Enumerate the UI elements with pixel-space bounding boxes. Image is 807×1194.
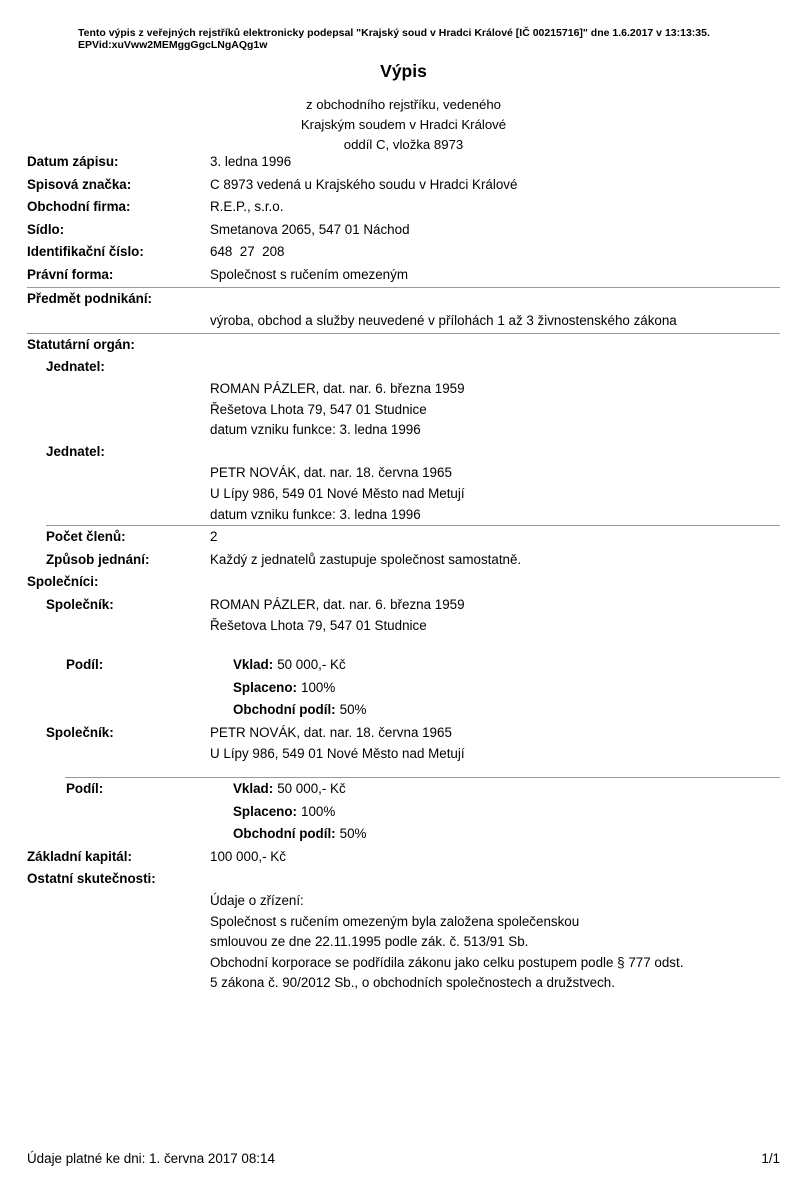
indent-spacer bbox=[27, 484, 210, 505]
disclaimer-line-2: EPVid:xuVww2MEMggGgcLNgAQg1w bbox=[78, 39, 268, 51]
field-value: C 8973 vedená u Krajského soudu v Hradci Králové bbox=[210, 176, 518, 192]
page-footer bbox=[27, 1150, 780, 1168]
field-value: Smetanova 2065, 547 01 Náchod bbox=[210, 221, 410, 237]
subtitle-line-1: z obchodního rejstříku, vedeného bbox=[305, 97, 501, 112]
field-label: Spisová značka: bbox=[27, 176, 132, 192]
row-ostatni-line-1 bbox=[27, 891, 780, 912]
row-ostatni-line-2 bbox=[27, 912, 780, 933]
row-predmet-podnikani bbox=[27, 288, 780, 311]
row-obchodni-podil-2 bbox=[27, 823, 780, 846]
row-statutarni-organ bbox=[27, 334, 780, 357]
row-splaceno-1 bbox=[27, 677, 780, 700]
field-label: Počet členů: bbox=[46, 529, 126, 545]
register-content bbox=[27, 151, 780, 994]
field-label: Datum zápisu: bbox=[27, 154, 119, 169]
person-address: Řešetova Lhota 79, 547 01 Studnice bbox=[210, 618, 427, 634]
row-ostatni-line-5 bbox=[27, 973, 780, 994]
row-spolecnik-2-address bbox=[27, 744, 780, 765]
subtitle bbox=[0, 95, 807, 155]
row-jednatel-1-funkce bbox=[27, 420, 780, 441]
section-label: Ostatní skutečnosti: bbox=[27, 871, 156, 887]
row-jednatel-1 bbox=[27, 356, 780, 379]
row-spolecnik-2 bbox=[27, 722, 780, 745]
field-label: Způsob jednání: bbox=[46, 551, 150, 567]
indent-spacer bbox=[27, 420, 210, 441]
obchodni-podil-value: 50% bbox=[339, 826, 367, 842]
person-name: PETR NOVÁK, dat. nar. 18. června 1965 bbox=[210, 465, 452, 481]
indent-spacer bbox=[27, 932, 210, 953]
ostatni-text: Údaje o zřízení: bbox=[210, 893, 304, 908]
indent-spacer bbox=[27, 379, 210, 400]
splaceno-value: 100% bbox=[301, 803, 336, 819]
obchodni-podil-value: 50% bbox=[339, 702, 367, 718]
role-label: Podíl: bbox=[66, 781, 104, 797]
disclaimer-line-1: Tento výpis z veřejných rejstříků elektronicky podepsal "Krajský soud v Hradci Králové [IČ 00215716]" dne 1.6.2017 v 13:13:35. bbox=[78, 27, 710, 39]
row-ostatni-skutecnosti bbox=[27, 868, 780, 891]
field-value: Společnost s ručením omezeným bbox=[210, 266, 408, 282]
section-label: Předmět podnikání: bbox=[27, 290, 152, 306]
field-label: Sídlo: bbox=[27, 221, 65, 237]
row-ostatni-line-3 bbox=[27, 932, 780, 953]
subtitle-line-2: Krajským soudem v Hradci Králové bbox=[300, 117, 507, 132]
subtitle-line-3: oddíl C, vložka 8973 bbox=[343, 137, 464, 152]
function-date: datum vzniku funkce: 3. ledna 1996 bbox=[210, 422, 421, 438]
row-identifikacni-cislo bbox=[27, 241, 780, 264]
podil-obchodni bbox=[210, 823, 780, 846]
indent-spacer bbox=[27, 677, 210, 700]
field-value: R.E.P., s.r.o. bbox=[210, 199, 284, 215]
splaceno-label: Splaceno: bbox=[233, 679, 297, 695]
function-date: datum vzniku funkce: 3. ledna 1996 bbox=[210, 506, 421, 522]
row-pocet-clenu bbox=[27, 526, 780, 549]
person-name: ROMAN PÁZLER, dat. nar. 6. března 1959 bbox=[210, 380, 465, 396]
row-podil-1 bbox=[27, 654, 780, 677]
indent-spacer bbox=[27, 616, 210, 637]
field-value: 2 bbox=[210, 529, 218, 545]
podil-vklad bbox=[210, 654, 780, 677]
ostatni-text: smlouvou ze dne 22.11.1995 podle zák. č. 513/91 Sb. bbox=[210, 934, 529, 950]
section-label: Společníci: bbox=[27, 574, 99, 590]
signature-disclaimer bbox=[78, 27, 778, 51]
vklad-label: Vklad: bbox=[233, 781, 274, 797]
row-jednatel-2-name bbox=[27, 463, 780, 484]
row-obchodni-podil-1 bbox=[27, 699, 780, 722]
ostatni-text: 5 zákona č. 90/2012 Sb., o obchodních společnostech a družstvech. bbox=[210, 975, 615, 991]
field-label: Základní kapitál: bbox=[27, 848, 132, 864]
role-label: Podíl: bbox=[66, 657, 104, 673]
indent-spacer bbox=[27, 400, 210, 421]
field-value: Každý z jednatelů zastupuje společnost samostatně. bbox=[210, 551, 522, 567]
row-jednatel-1-name bbox=[27, 379, 780, 400]
row-obchodni-firma bbox=[27, 196, 780, 219]
row-predmet-value bbox=[27, 310, 780, 333]
section-label: Statutární orgán: bbox=[27, 336, 135, 352]
podil-obchodni bbox=[210, 699, 780, 722]
indent-spacer bbox=[27, 973, 210, 994]
podil-splaceno bbox=[210, 677, 780, 700]
person-address: U Lípy 986, 549 01 Nové Město nad Metují bbox=[210, 485, 465, 501]
field-value: 3. ledna 1996 bbox=[210, 154, 292, 169]
field-label: Právní forma: bbox=[27, 266, 114, 282]
indent-spacer bbox=[27, 463, 210, 484]
indent-spacer bbox=[27, 912, 210, 933]
indent-spacer bbox=[27, 801, 210, 824]
obchodni-podil-label: Obchodní podíl: bbox=[233, 826, 336, 842]
role-label: Jednatel: bbox=[46, 443, 105, 459]
footer-valid-date: Údaje platné ke dni: 1. června 2017 08:14 bbox=[27, 1151, 275, 1166]
row-ostatni-line-4 bbox=[27, 953, 780, 974]
row-zpusob-jednani bbox=[27, 549, 780, 572]
row-jednatel-1-address bbox=[27, 400, 780, 421]
row-spisova-znacka bbox=[27, 174, 780, 197]
row-jednatel-2 bbox=[27, 441, 780, 464]
field-value: 100 000,- Kč bbox=[210, 848, 286, 864]
footer-page-number: 1/1 bbox=[761, 1151, 780, 1166]
field-label: Identifikační číslo: bbox=[27, 244, 144, 260]
field-value: 648 27 208 bbox=[210, 244, 285, 260]
role-label: Jednatel: bbox=[46, 359, 105, 375]
indent-spacer bbox=[27, 505, 210, 526]
row-spolecnici bbox=[27, 571, 780, 594]
row-sidlo bbox=[27, 219, 780, 242]
row-spolecnik-1-address bbox=[27, 616, 780, 637]
row-pravni-forma bbox=[27, 264, 780, 287]
indent-spacer bbox=[27, 744, 210, 765]
ostatni-text: Obchodní korporace se podřídila zákonu jako celku postupem podle § 777 odst. bbox=[210, 954, 684, 970]
row-splaceno-2 bbox=[27, 801, 780, 824]
vklad-value: 50 000,- Kč bbox=[277, 781, 346, 797]
row-jednatel-2-funkce bbox=[27, 505, 780, 526]
row-datum-zapisu bbox=[27, 151, 780, 174]
role-label: Společník: bbox=[46, 724, 114, 740]
vklad-value: 50 000,- Kč bbox=[277, 657, 346, 673]
person-name: ROMAN PÁZLER, dat. nar. 6. března 1959 bbox=[210, 596, 465, 612]
role-label: Společník: bbox=[46, 596, 114, 612]
row-spolecnik-1 bbox=[27, 594, 780, 617]
page-title: Výpis bbox=[380, 61, 427, 81]
row-zakladni-kapital bbox=[27, 846, 780, 869]
row-podil-2 bbox=[27, 778, 780, 801]
field-value: výroba, obchod a služby neuvedené v přílohách 1 až 3 živnostenského zákona bbox=[210, 313, 677, 329]
row-jednatel-2-address bbox=[27, 484, 780, 505]
indent-spacer bbox=[27, 823, 210, 846]
podil-vklad bbox=[210, 778, 780, 801]
field-label: Obchodní firma: bbox=[27, 199, 131, 215]
indent-spacer bbox=[27, 953, 210, 974]
obchodni-podil-label: Obchodní podíl: bbox=[233, 702, 336, 718]
indent-spacer bbox=[27, 699, 210, 722]
person-address: U Lípy 986, 549 01 Nové Město nad Metují bbox=[210, 746, 465, 762]
podil-splaceno bbox=[210, 801, 780, 824]
indent-spacer bbox=[27, 891, 210, 912]
splaceno-value: 100% bbox=[301, 679, 336, 695]
indent-spacer bbox=[27, 310, 210, 333]
ostatni-text: Společnost s ručením omezeným byla založena společenskou bbox=[210, 913, 580, 929]
person-address: Řešetova Lhota 79, 547 01 Studnice bbox=[210, 401, 427, 417]
vklad-label: Vklad: bbox=[233, 657, 274, 673]
splaceno-label: Splaceno: bbox=[233, 803, 297, 819]
person-name: PETR NOVÁK, dat. nar. 18. června 1965 bbox=[210, 724, 452, 740]
